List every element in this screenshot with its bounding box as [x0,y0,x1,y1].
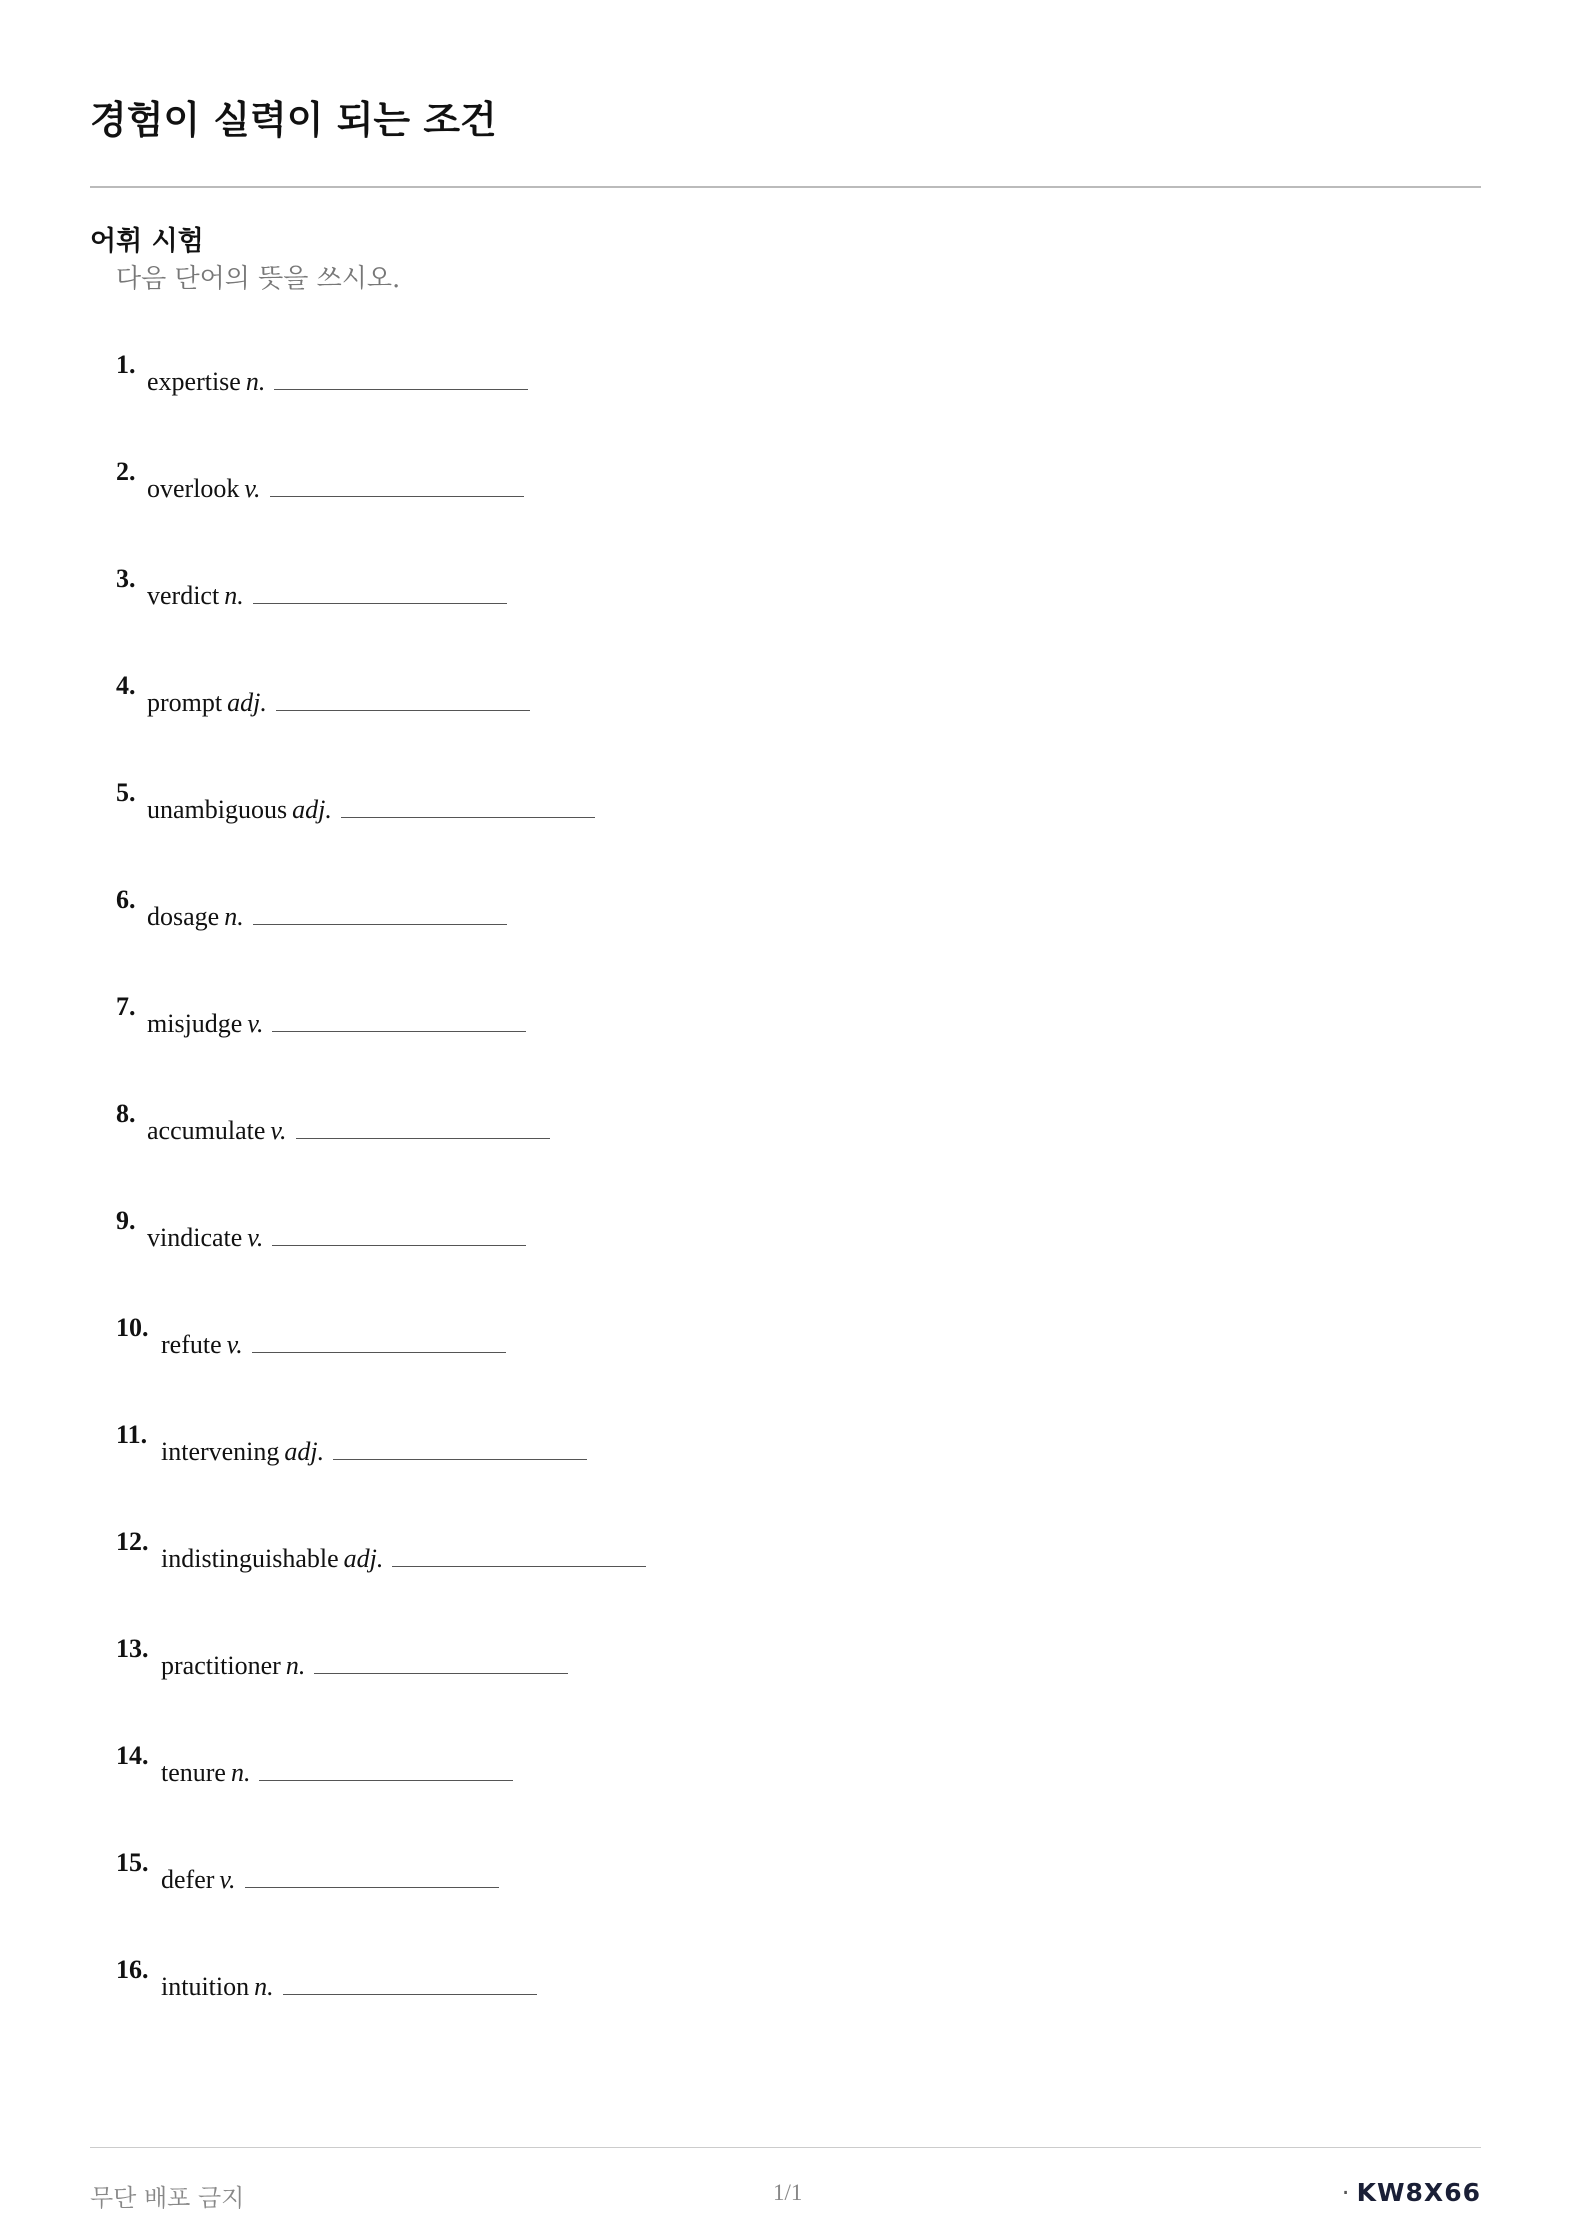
answer-blank[interactable] [245,1867,499,1888]
part-of-speech: v. [247,1009,264,1038]
question-body [161,1867,499,1893]
part-of-speech: v. [270,1116,287,1145]
answer-blank[interactable] [283,1974,537,1995]
question-number: 7. [116,992,136,1021]
vocabulary-word: misjudge [147,1009,243,1038]
question-body [161,1439,587,1465]
answer-blank[interactable] [276,690,530,711]
vocabulary-word: accumulate [147,1116,266,1145]
section-heading: 어휘 시험 [90,226,204,257]
part-of-speech: adj. [292,795,332,824]
part-of-speech: n. [254,1972,274,2001]
question-body [147,690,530,716]
answer-blank[interactable] [272,1225,526,1246]
footer-divider [90,2147,1481,2148]
answer-blank[interactable] [253,904,507,925]
vocabulary-word: indistinguishable [161,1544,339,1573]
question-body [147,369,528,395]
question-number: 6. [116,885,136,914]
question-number: 3. [116,564,136,593]
part-of-speech: n. [224,902,244,931]
answer-blank[interactable] [296,1118,550,1139]
vocabulary-word: dosage [147,902,220,931]
part-of-speech: v. [219,1865,236,1894]
answer-blank[interactable] [333,1439,587,1460]
question-body [161,1760,513,1786]
question-number: 8. [116,1099,136,1128]
page-title: 경험이 실력이 되는 조건 [90,98,497,142]
answer-blank[interactable] [341,797,595,818]
answer-blank[interactable] [270,476,524,497]
vocabulary-word: unambiguous [147,795,288,824]
answer-blank[interactable] [259,1760,513,1781]
question-body [147,1225,526,1251]
vocabulary-word: vindicate [147,1223,243,1252]
answer-blank[interactable] [272,1011,526,1032]
question-number: 16. [116,1955,149,1984]
question-number: 14. [116,1741,149,1770]
question-body [161,1653,568,1679]
question-body [161,1332,506,1358]
answer-blank[interactable] [252,1332,506,1353]
question-body [161,1974,537,2000]
answer-blank[interactable] [274,369,528,390]
vocabulary-word: defer [161,1865,215,1894]
vocabulary-word: expertise [147,367,241,396]
instructions: 다음 단어의 뜻을 쓰시오. [116,264,401,294]
part-of-speech: adj. [284,1437,325,1466]
question-number: 10. [116,1313,149,1342]
question-body [147,797,595,823]
part-of-speech: adj. [227,688,267,717]
question-body [147,583,507,609]
question-body [147,1011,526,1037]
part-of-speech: n. [245,367,266,396]
vocabulary-word: intervening [161,1437,280,1466]
title-divider [90,186,1481,188]
question-number: 9. [116,1206,136,1235]
question-number: 13. [116,1634,149,1663]
vocabulary-word: practitioner [161,1651,281,1680]
question-number: 1. [116,350,136,379]
question-number: 2. [116,457,136,486]
vocabulary-word: overlook [147,474,240,503]
answer-blank[interactable] [314,1653,568,1674]
question-number: 12. [116,1527,149,1556]
question-number: 4. [116,671,136,700]
document-code-prefix: · [1341,2178,1351,2207]
part-of-speech: v. [244,474,261,503]
question-body [161,1546,646,1572]
vocabulary-word: intuition [161,1972,250,2001]
question-body [147,476,524,502]
part-of-speech: n. [230,1758,251,1787]
vocabulary-word: verdict [147,581,220,610]
question-body [147,1118,550,1144]
part-of-speech: adj. [343,1544,384,1573]
page-number: 1/1 [773,2180,803,2205]
question-number: 11. [116,1420,148,1449]
question-number: 15. [116,1848,149,1877]
part-of-speech: v. [226,1330,243,1359]
question-body [147,904,507,930]
question-number: 5. [116,778,136,807]
part-of-speech: v. [247,1223,264,1252]
vocabulary-word: prompt [147,688,223,717]
answer-blank[interactable] [253,583,507,604]
answer-blank[interactable] [392,1546,646,1567]
vocabulary-word: tenure [161,1758,226,1787]
part-of-speech: n. [224,581,244,610]
document-code [1342,2178,1481,2207]
document-code-value: KW8X66 [1356,2178,1481,2207]
part-of-speech: n. [285,1651,306,1680]
footer-notice: 무단 배포 금지 [90,2184,245,2212]
vocabulary-word: refute [161,1330,222,1359]
